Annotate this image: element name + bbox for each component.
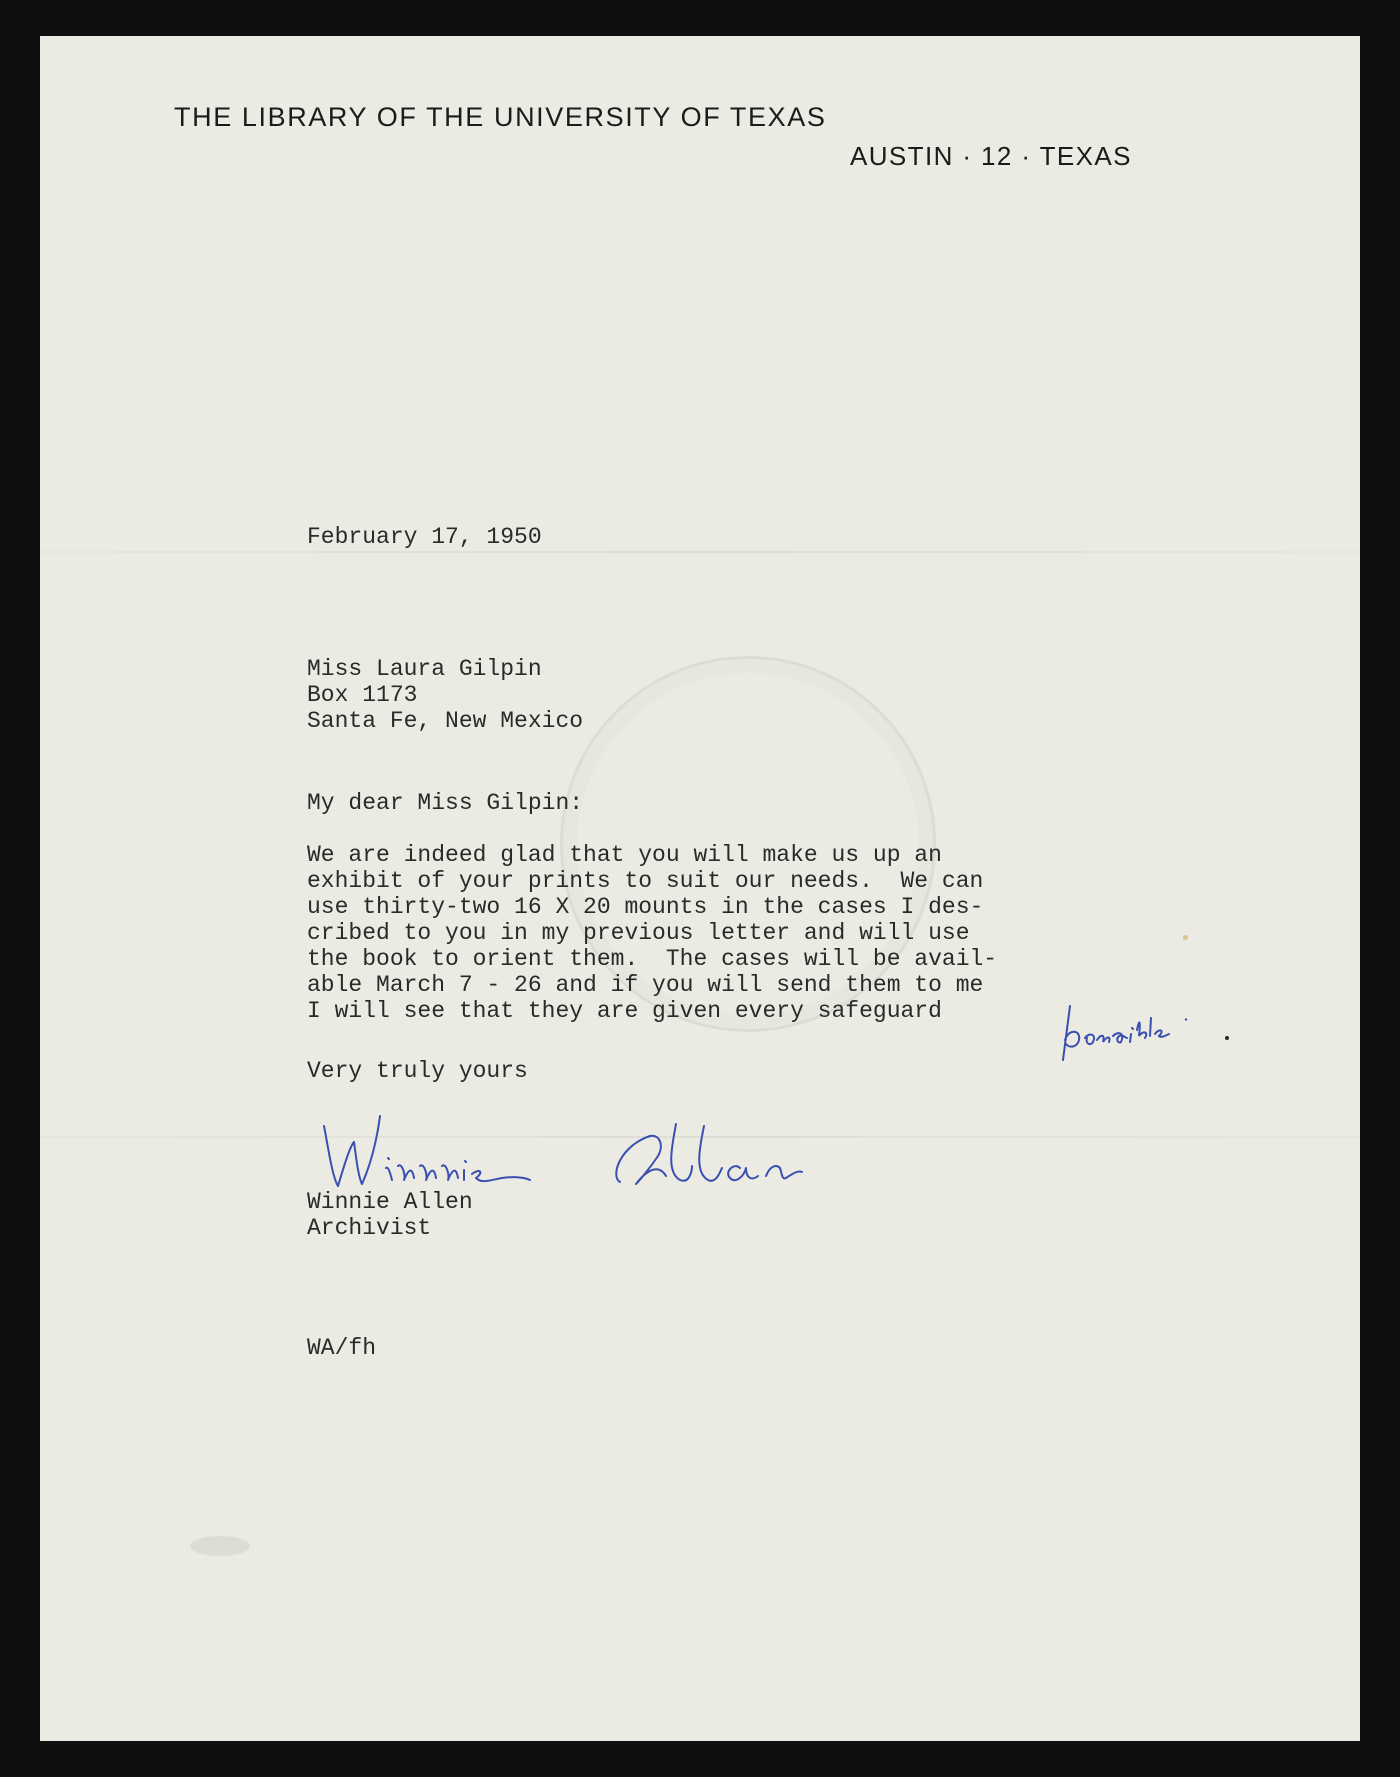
letterhead-institution: THE LIBRARY OF THE UNIVERSITY OF TEXAS (174, 102, 827, 132)
paper-spot (1183, 935, 1188, 940)
signer-title: Archivist (307, 1215, 432, 1241)
salutation: My dear Miss Gilpin: (307, 790, 584, 816)
letterhead-city: AUSTIN · 12 · TEXAS (850, 141, 1132, 171)
paper-smudge (190, 1536, 250, 1556)
signer-name: Winnie Allen (307, 1189, 473, 1215)
fold-line (40, 551, 1360, 553)
letter-date: February 17, 1950 (307, 524, 542, 550)
body-line: cribed to you in my previous letter and will use (307, 920, 970, 946)
closing: Very truly yours (307, 1058, 528, 1084)
body-line: able March 7 - 26 and if you will send them to me (307, 972, 984, 998)
letter-body (307, 842, 997, 1024)
signer-block (307, 1189, 473, 1241)
reference-initials: WA/fh (307, 1335, 377, 1361)
recipient-address-line2: Santa Fe, New Mexico (307, 708, 584, 734)
recipient-address-line1: Box 1173 (307, 682, 418, 708)
recipient-name: Miss Laura Gilpin (307, 656, 542, 682)
body-line: exhibit of your prints to suit our needs. We can (307, 868, 984, 894)
handwritten-signature (320, 1106, 880, 1196)
body-line: I will see that they are given every safeguard (307, 998, 942, 1024)
recipient-address (307, 656, 583, 734)
body-line: use thirty-two 16 X 20 mounts in the cases I des- (307, 894, 984, 920)
body-line: We are indeed glad that you will make us up an (307, 842, 942, 868)
body-line: the book to orient them. The cases will be avail- (307, 946, 998, 972)
handwritten-insertion-possible (1035, 1000, 1235, 1080)
